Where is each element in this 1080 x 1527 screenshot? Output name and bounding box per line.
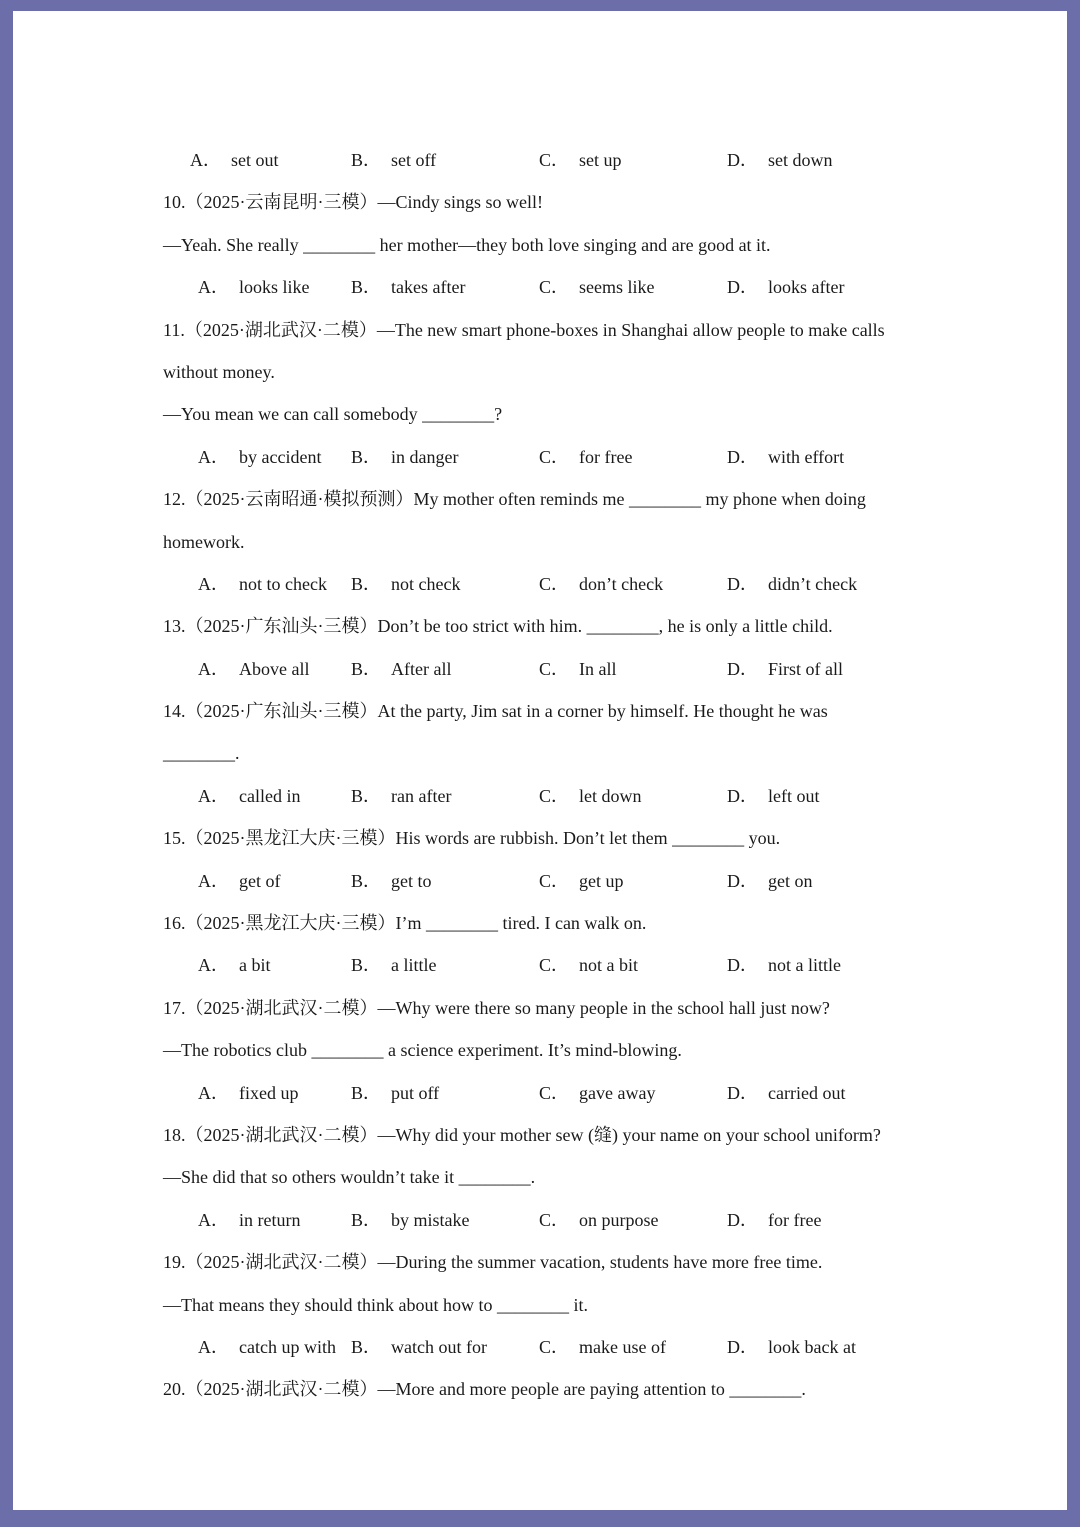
option-c	[539, 1199, 659, 1241]
option-text: didn’t check	[768, 573, 858, 594]
question-line: 15.（2025·黑龙江大庆·三模）His words are rubbish. Don’t let them ________ you.	[163, 828, 781, 849]
option-letter: C．	[539, 785, 570, 806]
option-a	[190, 139, 279, 181]
option-c	[539, 139, 622, 181]
option-letter: B．	[351, 1336, 382, 1357]
option-letter: A．	[190, 150, 221, 170]
option-text: put off	[391, 1082, 440, 1103]
option-text: get on	[768, 870, 813, 891]
option-text: let down	[579, 785, 642, 806]
option-c	[539, 860, 624, 902]
option-letter: D．	[727, 277, 758, 298]
option-c	[539, 266, 655, 308]
option-b	[351, 266, 465, 308]
option-text: fixed up	[239, 1082, 299, 1103]
option-text: not check	[391, 573, 461, 594]
document-page	[13, 11, 1067, 1510]
option-text: set out	[231, 150, 279, 170]
option-letter: B．	[351, 785, 382, 806]
option-text: in danger	[391, 446, 459, 467]
option-letter: A．	[198, 955, 229, 976]
option-letter: B．	[351, 658, 382, 679]
option-letter: A．	[198, 785, 229, 806]
option-d	[727, 563, 857, 605]
option-a	[198, 1326, 336, 1368]
option-row	[163, 436, 943, 478]
option-d	[727, 436, 844, 478]
option-text: make use of	[579, 1336, 666, 1357]
option-letter: D．	[727, 1082, 758, 1103]
question-line: 19.（2025·湖北武汉·二模）—During the summer vacation, students have more free time.	[163, 1252, 823, 1273]
option-text: not a bit	[579, 955, 639, 976]
option-letter: B．	[351, 277, 382, 298]
option-letter: D．	[727, 150, 758, 170]
option-text: for free	[768, 1209, 822, 1230]
option-d	[727, 139, 833, 181]
option-letter: C．	[539, 1082, 570, 1103]
option-b	[351, 436, 459, 478]
question-line: —You mean we can call somebody ________?	[163, 404, 503, 425]
option-text: with effort	[768, 446, 845, 467]
option-c	[539, 1326, 666, 1368]
option-row	[163, 1072, 943, 1114]
option-a	[198, 775, 300, 817]
option-row	[163, 1199, 943, 1241]
option-b	[351, 1072, 439, 1114]
option-a	[198, 266, 310, 308]
option-text: looks like	[239, 277, 310, 298]
option-d	[727, 775, 820, 817]
question-line: 14.（2025·广东汕头·三模）At the party, Jim sat in a corner by himself. He thought he was	[163, 701, 828, 722]
option-text: takes after	[391, 277, 466, 298]
option-b	[351, 860, 432, 902]
option-letter: B．	[351, 870, 382, 891]
option-letter: A．	[198, 277, 229, 298]
option-text: After all	[391, 658, 452, 679]
option-letter: B．	[351, 955, 382, 976]
option-text: set up	[579, 150, 622, 170]
option-letter: D．	[727, 573, 758, 594]
option-letter: C．	[539, 658, 570, 679]
option-letter: A．	[198, 446, 229, 467]
option-text: in return	[239, 1209, 301, 1230]
option-row	[163, 266, 943, 308]
option-c	[539, 563, 663, 605]
question-line: 17.（2025·湖北武汉·二模）—Why were there so many people in the school hall just now?	[163, 997, 830, 1018]
option-text: by mistake	[391, 1209, 470, 1230]
option-b	[351, 563, 460, 605]
question-line: —That means they should think about how to ________ it.	[163, 1294, 588, 1315]
option-text: called in	[239, 785, 301, 806]
option-row	[163, 860, 943, 902]
option-text: get of	[239, 870, 281, 891]
option-d	[727, 1326, 856, 1368]
option-row	[163, 775, 943, 817]
option-letter: A．	[198, 1082, 229, 1103]
option-letter: D．	[727, 785, 758, 806]
option-text: a bit	[239, 955, 271, 976]
option-c	[539, 944, 638, 986]
option-text: set down	[768, 150, 833, 170]
option-letter: C．	[539, 446, 570, 467]
option-letter: D．	[727, 1336, 758, 1357]
option-text: set off	[391, 150, 437, 170]
option-text: don’t check	[579, 573, 664, 594]
option-text: for free	[579, 446, 633, 467]
question-line: homework.	[163, 531, 245, 552]
question-line: 20.（2025·湖北武汉·二模）—More and more people are paying attention to ________.	[163, 1379, 806, 1400]
option-b	[351, 139, 436, 181]
option-d	[727, 860, 813, 902]
option-letter: B．	[351, 1209, 382, 1230]
option-text: left out	[768, 785, 820, 806]
option-letter: C．	[539, 277, 570, 298]
option-a	[198, 1072, 298, 1114]
option-letter: B．	[351, 1082, 382, 1103]
option-row	[163, 139, 943, 181]
option-text: look back at	[768, 1336, 856, 1357]
option-letter: A．	[198, 1336, 229, 1357]
option-c	[539, 1072, 655, 1114]
question-line: —The robotics club ________ a science experiment. It’s mind-blowing.	[163, 1040, 682, 1061]
option-text: get up	[579, 870, 624, 891]
option-letter: C．	[539, 150, 570, 170]
question-line: 10.（2025·云南昆明·三模）—Cindy sings so well!	[163, 192, 543, 213]
option-a	[198, 944, 271, 986]
question-line: 12.（2025·云南昭通·模拟预测）My mother often reminds me ________ my phone when doing	[163, 489, 866, 510]
question-line: without money.	[163, 361, 275, 382]
option-b	[351, 1326, 487, 1368]
option-letter: C．	[539, 1336, 570, 1357]
option-a	[198, 648, 309, 690]
exercise-content	[163, 139, 943, 1411]
option-letter: C．	[539, 870, 570, 891]
question-line: —She did that so others wouldn’t take it ________.	[163, 1167, 536, 1188]
option-letter: C．	[539, 955, 570, 976]
option-row	[163, 563, 943, 605]
option-letter: A．	[198, 658, 229, 679]
option-text: looks after	[768, 277, 845, 298]
option-letter: C．	[539, 573, 570, 594]
option-d	[727, 1072, 845, 1114]
option-text: ran after	[391, 785, 452, 806]
option-a	[198, 860, 280, 902]
option-letter: D．	[727, 870, 758, 891]
option-letter: B．	[351, 150, 382, 170]
question-line: 11.（2025·湖北武汉·二模）—The new smart phone-boxes in Shanghai allow people to make calls	[163, 319, 885, 340]
question-line: ________.	[163, 743, 240, 764]
option-c	[539, 648, 617, 690]
option-a	[198, 563, 327, 605]
option-d	[727, 266, 844, 308]
option-letter: C．	[539, 1209, 570, 1230]
question-line: —Yeah. She really ________ her mother—they both love singing and are good at it.	[163, 234, 771, 255]
option-text: seems like	[579, 277, 655, 298]
option-letter: A．	[198, 870, 229, 891]
option-letter: D．	[727, 1209, 758, 1230]
option-text: on purpose	[579, 1209, 659, 1230]
question-line: 16.（2025·黑龙江大庆·三模）I’m ________ tired. I can walk on.	[163, 913, 647, 934]
option-text: get to	[391, 870, 432, 891]
option-letter: A．	[198, 573, 229, 594]
option-d	[727, 648, 843, 690]
option-letter: D．	[727, 955, 758, 976]
option-letter: D．	[727, 446, 758, 467]
option-c	[539, 436, 632, 478]
option-a	[198, 1199, 300, 1241]
option-d	[727, 944, 841, 986]
option-text: watch out for	[391, 1336, 487, 1357]
option-a	[198, 436, 321, 478]
option-b	[351, 648, 451, 690]
option-letter: B．	[351, 446, 382, 467]
option-text: by accident	[239, 446, 322, 467]
option-row	[163, 944, 943, 986]
option-text: gave away	[579, 1082, 656, 1103]
option-row	[163, 648, 943, 690]
option-text: not a little	[768, 955, 841, 976]
option-text: catch up with	[239, 1336, 336, 1357]
option-text: In all	[579, 658, 617, 679]
question-line: 13.（2025·广东汕头·三模）Don’t be too strict with him. ________, he is only a little child.	[163, 616, 833, 637]
option-row	[163, 1326, 943, 1368]
option-text: not to check	[239, 573, 327, 594]
option-b	[351, 1199, 470, 1241]
option-b	[351, 775, 451, 817]
option-text: a little	[391, 955, 437, 976]
question-line: 18.（2025·湖北武汉·二模）—Why did your mother sew (缝) your name on your school uniform?	[163, 1124, 881, 1145]
option-c	[539, 775, 642, 817]
option-letter: B．	[351, 573, 382, 594]
option-b	[351, 944, 437, 986]
option-d	[727, 1199, 821, 1241]
option-text: Above all	[239, 658, 310, 679]
option-letter: D．	[727, 658, 758, 679]
option-text: First of all	[768, 658, 843, 679]
option-text: carried out	[768, 1082, 846, 1103]
option-letter: A．	[198, 1209, 229, 1230]
